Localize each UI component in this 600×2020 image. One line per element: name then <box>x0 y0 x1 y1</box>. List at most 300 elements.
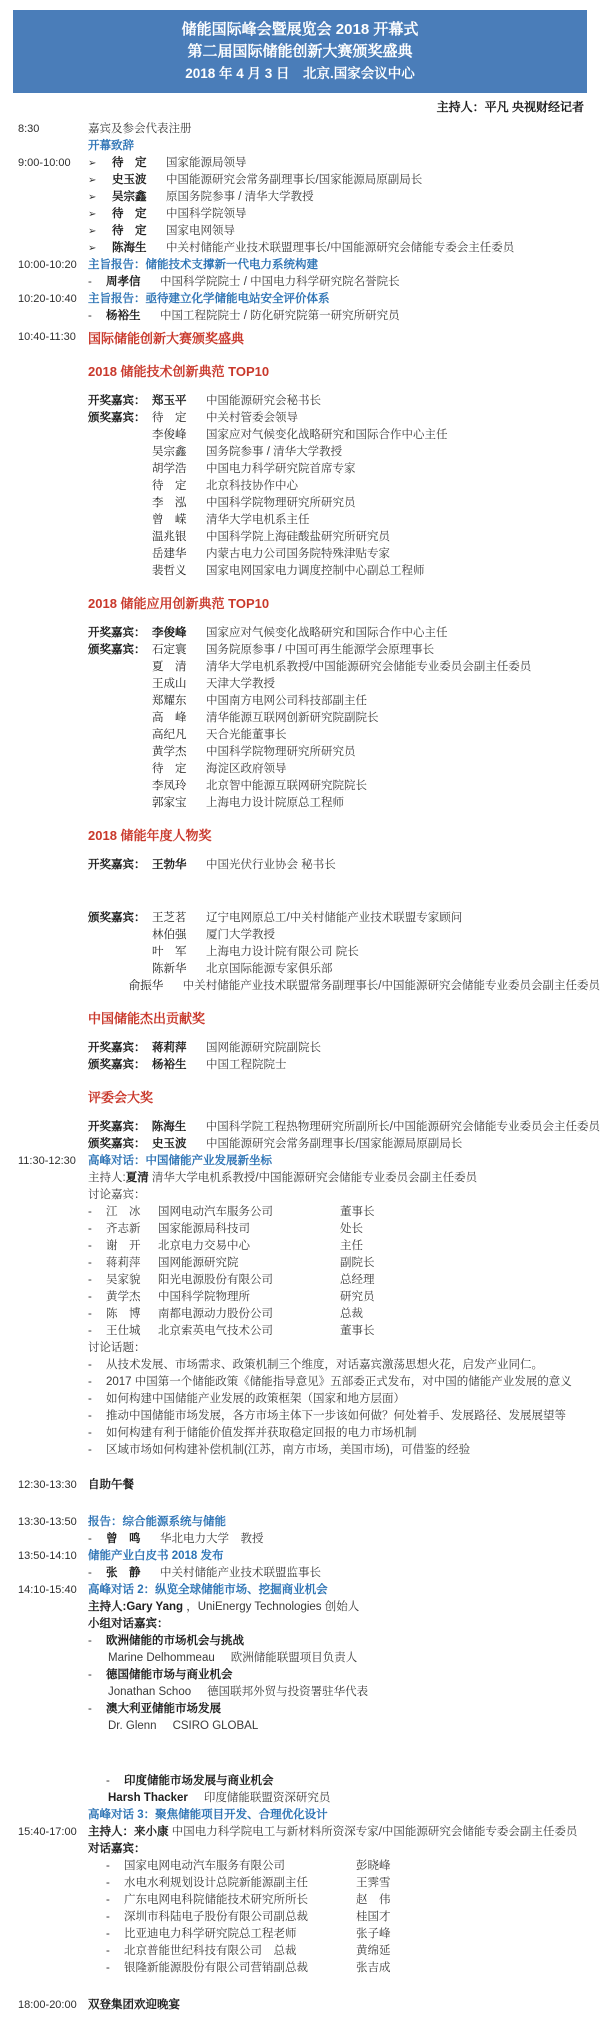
schedule-row <box>0 1773 600 1790</box>
guest-desc: 国家应对气候变化战略研究和国际合作中心主任 <box>206 429 448 441</box>
dash-bullet-icon: - <box>88 1669 92 1681</box>
schedule-row <box>0 778 600 795</box>
row-content <box>88 1153 600 1170</box>
guest-name: 待 定 <box>112 208 147 220</box>
guest-name: 俞振华 <box>128 980 164 992</box>
row-content <box>88 1650 600 1667</box>
schedule-row <box>0 529 600 546</box>
guest-name: 李俊峰 <box>152 627 187 639</box>
row-content <box>88 172 600 189</box>
row-content <box>88 1040 600 1057</box>
schedule-row <box>0 1374 600 1391</box>
panelist-org: 国网电动汽车服务公司 <box>158 1206 273 1218</box>
row-content <box>88 495 600 512</box>
row-content <box>88 642 600 659</box>
row-content <box>88 1926 600 1943</box>
schedule-row <box>0 121 600 138</box>
schedule-row <box>0 1442 600 1459</box>
row-content <box>88 1514 600 1531</box>
row-content <box>88 257 600 274</box>
schedule-row <box>0 1718 600 1735</box>
guest-name: 史玉波 <box>152 1138 187 1150</box>
row-content <box>88 1858 600 1875</box>
schedule-row <box>0 1204 600 1221</box>
panelist-org: 阳光电源股份有限公司 <box>158 1274 273 1286</box>
schedule-row <box>0 594 600 613</box>
panelist-title: 副院长 <box>340 1257 375 1269</box>
schedule-row <box>0 1790 600 1807</box>
session-title: 储能产业白皮书 2018 发布 <box>88 1550 224 1562</box>
speaker-name: 周孝信 <box>106 276 141 288</box>
panelist-org: 银隆新能源股份有限公司营销副总裁 <box>124 1962 308 1974</box>
event-text: 嘉宾及参会代表注册 <box>88 123 192 135</box>
speaker-desc: 印度储能联盟资深研究员 <box>203 1792 331 1804</box>
award-role-label: 颁奖嘉宾： <box>88 912 146 924</box>
schedule-row <box>0 155 600 172</box>
guest-name: 李凤玲 <box>152 780 187 792</box>
session-title: 主旨报告：亟待建立化学储能电站安全评价体系 <box>88 293 330 305</box>
panelist-title: 主任 <box>340 1240 363 1252</box>
schedule-row <box>0 1807 600 1824</box>
award-role-label: 开奖嘉宾： <box>88 1121 146 1133</box>
guest-desc: 中国南方电网公司科技部副主任 <box>206 695 367 707</box>
row-content <box>88 1255 600 1272</box>
dash-bullet-icon: - <box>88 1533 92 1545</box>
schedule-row <box>0 410 600 427</box>
dash-bullet-icon: - <box>88 1703 92 1715</box>
row-content <box>88 1272 600 1289</box>
schedule-row <box>0 795 600 812</box>
time-label: 11:30-12:30 <box>18 1155 76 1167</box>
schedule-row <box>0 206 600 223</box>
guest-name: 高 峰 <box>152 712 187 724</box>
schedule-row <box>0 1477 600 1494</box>
guest-desc: 国网能源研究院副院长 <box>206 1042 321 1054</box>
guest-desc: 清华大学电机系主任 <box>206 514 310 526</box>
schedule-row <box>0 826 600 845</box>
schedule-row <box>0 1221 600 1238</box>
guest-name: 曾 嵘 <box>152 514 187 526</box>
guest-desc: 北京国际能源专家俱乐部 <box>206 963 333 975</box>
panelist-org: 国家电网电动汽车服务有限公司 <box>124 1860 285 1872</box>
dash-bullet-icon: - <box>88 1223 92 1235</box>
schedule-row <box>0 978 600 995</box>
row-content <box>88 1221 600 1238</box>
panelist-name: 蒋莉萍 <box>106 1257 141 1269</box>
guest-desc: 国务院参事 / 清华大学教授 <box>206 446 343 458</box>
arrow-bullet-icon: ➢ <box>88 243 97 254</box>
dash-bullet-icon: - <box>88 1567 92 1579</box>
panelist-name: 王仕城 <box>106 1325 141 1337</box>
panelist-name: 张子峰 <box>356 1928 391 1940</box>
guest-name: 杨裕生 <box>152 1059 187 1071</box>
row-content <box>88 1841 600 1858</box>
row-content <box>88 744 600 761</box>
guest-name: 陈海生 <box>151 1121 187 1133</box>
panelist-title: 董事长 <box>340 1206 375 1218</box>
moderator-desc: 中国电力科学院电工与新材料所资深专家/中国能源研究会储能专委会副主任委员 <box>168 1826 578 1838</box>
moderator-desc: ，UniEnergy Technologies 创始人 <box>183 1601 360 1613</box>
panel-topic-title: 印度储能市场发展与商业机会 <box>124 1775 274 1787</box>
dash-bullet-icon: - <box>88 1257 92 1269</box>
time-label: 13:30-13:50 <box>18 1516 77 1528</box>
row-content <box>88 1374 600 1391</box>
row-content <box>88 1306 600 1323</box>
row-content <box>88 512 600 529</box>
schedule-row <box>0 1153 600 1170</box>
schedule-row <box>0 944 600 961</box>
schedule-row <box>0 223 600 240</box>
schedule-row <box>0 659 600 676</box>
guest-name: 陈海生 <box>112 242 147 254</box>
guest-desc: 中国工程院院士 <box>206 1059 287 1071</box>
schedule-row <box>0 727 600 744</box>
panelist-org: 国网能源研究院 <box>158 1257 239 1269</box>
schedule-row <box>0 1875 600 1892</box>
guest-desc: 中国能源研究会常务副理事长/国家能源局原副局长 <box>206 1138 463 1150</box>
schedule-row <box>0 478 600 495</box>
moderator-desc: 清华大学电机系教授/中国能源研究会储能专业委员会副主任委员 <box>148 1172 478 1184</box>
row-content <box>88 1565 600 1582</box>
arrow-bullet-icon: ➢ <box>88 158 97 169</box>
row-content <box>88 1187 600 1204</box>
guest-desc: 中国科学院物理研究所研究员 <box>206 497 356 509</box>
schedule-row <box>0 563 600 580</box>
row-content <box>88 1892 600 1909</box>
guest-desc: 中关村储能产业技术联盟常务副理事长/中国能源研究会储能专业委员会副主任委员 <box>182 980 600 992</box>
guest-desc: 上海电力设计院有限公司 院长 <box>206 946 359 958</box>
award-role-label: 颁奖嘉宾： <box>88 644 146 656</box>
award-role-label: 颁奖嘉宾： <box>88 1138 146 1150</box>
panelist-org: 比亚迪电力科学研究院总工程老师 <box>124 1928 297 1940</box>
guest-desc: 厦门大学教授 <box>206 929 275 941</box>
schedule-row <box>0 857 600 874</box>
guest-desc: 清华能源互联网创新研究院副院长 <box>206 712 379 724</box>
schedule-row <box>0 512 600 529</box>
schedule-row <box>0 676 600 693</box>
session-title: 高峰对话 3：聚焦储能项目开发、合理优化设计 <box>88 1809 328 1821</box>
schedule-row <box>0 1616 600 1633</box>
guest-name: 王成山 <box>152 678 187 690</box>
row-content <box>88 676 600 693</box>
speaker-desc: 中国工程院院士 / 防化研究院第一研究所研究员 <box>160 310 400 322</box>
dash-bullet-icon: - <box>106 1962 110 1974</box>
session-title: 主旨报告：储能技术支撑新一代电力系统构建 <box>88 259 318 271</box>
list-label: 对话嘉宾： <box>88 1843 146 1855</box>
guest-name: 郭家宝 <box>152 797 187 809</box>
schedule-row <box>0 710 600 727</box>
guest-desc: 中国能源研究会常务副理事长/国家能源局原副局长 <box>166 174 423 186</box>
list-label: 讨论话题： <box>88 1342 146 1354</box>
row-content <box>88 121 600 138</box>
schedule-row <box>0 240 600 257</box>
row-content <box>88 444 600 461</box>
panelist-name: 张吉成 <box>356 1962 391 1974</box>
panelist-name: 王霁雪 <box>356 1877 391 1889</box>
row-content <box>88 461 600 478</box>
speaker-name: Marine Delhommeau <box>108 1652 215 1664</box>
guest-desc: 内蒙古电力公司国务院特殊津贴专家 <box>206 548 390 560</box>
schedule-row <box>0 546 600 563</box>
row-content <box>88 138 600 155</box>
row-content <box>88 1943 600 1960</box>
row-content <box>88 1009 600 1028</box>
guest-name: 王勃华 <box>152 859 187 871</box>
schedule-row <box>0 1170 600 1187</box>
row-content <box>88 546 600 563</box>
guest-desc: 北京智中能源互联网研究院院长 <box>206 780 367 792</box>
row-content <box>88 778 600 795</box>
dash-bullet-icon: - <box>88 1308 92 1320</box>
guest-name: 蒋莉萍 <box>152 1042 187 1054</box>
row-content <box>88 1340 600 1357</box>
row-content <box>88 1119 600 1136</box>
row-content <box>88 727 600 744</box>
speaker-name: Jonathan Schoo <box>108 1686 192 1698</box>
guest-name: 温兆银 <box>152 531 187 543</box>
dash-bullet-icon: - <box>88 1376 92 1388</box>
schedule-row <box>0 1040 600 1057</box>
panelist-name: 江 冰 <box>106 1206 141 1218</box>
guest-name: 夏 清 <box>152 661 187 673</box>
schedule-row <box>0 1684 600 1701</box>
schedule-row <box>0 1323 600 1340</box>
row-content <box>88 1136 600 1153</box>
panelist-org: 中国科学院物理所 <box>158 1291 250 1303</box>
row-content <box>88 1289 600 1306</box>
panel-topic-title: 澳大利亚储能市场发展 <box>106 1703 221 1715</box>
schedule-row <box>0 1272 600 1289</box>
session-title: 报告：综合能源系统与储能 <box>88 1516 226 1528</box>
schedule-row <box>0 1926 600 1943</box>
speaker-desc: CSIRO GLOBAL <box>172 1720 259 1732</box>
guest-desc: 中关村管委会领导 <box>206 412 298 424</box>
panel-topic-title: 德国储能市场与商业机会 <box>106 1669 233 1681</box>
row-content <box>88 594 600 613</box>
guest-desc: 原国务院参事 / 清华大学教授 <box>166 191 314 203</box>
panelist-org: 广东电网电科院储能技术研究所所长 <box>124 1894 308 1906</box>
schedule-row <box>0 761 600 778</box>
session-title: 高峰对话：中国储能产业发展新坐标 <box>88 1155 272 1167</box>
guest-desc: 清华大学电机系教授/中国能源研究会储能专业委员会副主任委员 <box>206 661 532 673</box>
row-content <box>88 393 600 410</box>
row-content <box>88 710 600 727</box>
award-role-label: 开奖嘉宾： <box>88 627 146 639</box>
row-content <box>88 1824 600 1841</box>
panelist-name: 桂国才 <box>356 1911 391 1923</box>
guest-desc: 中国电力科学研究院首席专家 <box>206 463 356 475</box>
row-content <box>88 857 600 874</box>
moderator-label: 主持人: <box>88 1172 126 1184</box>
speaker-desc: 德国联邦外贸与投资署驻华代表 <box>207 1686 369 1698</box>
time-label: 10:20-10:40 <box>18 293 77 305</box>
schedule-row <box>0 625 600 642</box>
row-content <box>88 308 600 325</box>
row-content <box>88 1057 600 1074</box>
panelist-org: 深圳市科陆电子股份有限公司副总裁 <box>124 1911 308 1923</box>
guest-desc: 国家能源局领导 <box>166 157 247 169</box>
panelist-org: 北京普能世纪科技有限公司 总裁 <box>124 1945 297 1957</box>
guest-name: 王芝茗 <box>152 912 187 924</box>
award-section-title: 国际储能创新大赛颁奖盛典 <box>88 331 245 346</box>
award-section-title: 2018 储能年度人物奖 <box>88 828 212 843</box>
schedule-row <box>0 172 600 189</box>
topic-text: 如何构建中国储能产业发展的政策框架（国家和地方层面） <box>106 1393 405 1405</box>
panelist-name: 黄绵延 <box>356 1945 391 1957</box>
topic-text: 区域市场如何构建补偿机制(江苏，南方市场，美国市场)，可借鉴的经验 <box>106 1444 471 1456</box>
schedule-row <box>0 138 600 155</box>
row-content <box>88 1718 600 1735</box>
topic-text: 推动中国储能市场发展，各方市场主体下一步该如何做？何处着手、发展路径、发展展望等 <box>106 1410 566 1422</box>
schedule-row <box>0 1391 600 1408</box>
guest-name: 待 定 <box>112 225 147 237</box>
guest-desc: 海淀区政府领导 <box>206 763 287 775</box>
guest-name: 吴宗鑫 <box>112 191 147 203</box>
arrow-bullet-icon: ➢ <box>88 175 97 186</box>
row-content <box>88 693 600 710</box>
schedule-row <box>0 1650 600 1667</box>
guest-name: 林伯强 <box>152 929 187 941</box>
award-role-label: 开奖嘉宾： <box>88 859 146 871</box>
schedule-row <box>0 642 600 659</box>
row-content <box>88 1684 600 1701</box>
schedule-row <box>0 910 600 927</box>
guest-desc: 国家应对气候变化战略研究和国际合作中心主任 <box>206 627 448 639</box>
guest-name: 待 定 <box>152 763 187 775</box>
schedule-row <box>0 1340 600 1357</box>
speaker-desc: 华北电力大学 教授 <box>160 1533 264 1545</box>
panelist-org: 北京索英电气技术公司 <box>158 1325 273 1337</box>
row-content <box>88 155 600 172</box>
dash-bullet-icon: - <box>88 1274 92 1286</box>
row-content <box>88 625 600 642</box>
guest-name: 裴哲义 <box>152 565 187 577</box>
schedule-row <box>0 1057 600 1074</box>
row-content <box>88 427 600 444</box>
schedule-row <box>0 1599 600 1616</box>
row-content <box>88 944 600 961</box>
speaker-name: Harsh Thacker <box>108 1792 188 1804</box>
schedule-row <box>0 1565 600 1582</box>
schedule-row <box>0 1187 600 1204</box>
dash-bullet-icon: - <box>106 1911 110 1923</box>
guest-desc: 天津大学教授 <box>206 678 275 690</box>
guest-desc: 上海电力设计院原总工程师 <box>206 797 344 809</box>
row-content <box>88 410 600 427</box>
row-content <box>88 240 600 257</box>
speaker-desc: 中国科学院院士 / 中国电力科学研究院名誉院长 <box>160 276 400 288</box>
row-content <box>88 362 600 381</box>
topic-text: 2017 中国第一个储能政策《储能指导意见》五部委正式发布，对中国的储能产业发展的意义 <box>106 1376 572 1388</box>
dash-bullet-icon: - <box>88 1635 92 1647</box>
schedule-row <box>0 1943 600 1960</box>
row-content <box>88 1582 600 1599</box>
speaker-desc: 中关村储能产业技术联盟监事长 <box>160 1567 321 1579</box>
host-note: 主持人：平凡 央视财经记者 <box>436 100 584 114</box>
schedule-row <box>0 257 600 274</box>
row-content <box>88 927 600 944</box>
speaker-name: 曾 鸣 <box>106 1533 141 1545</box>
guest-name: 郑耀东 <box>152 695 187 707</box>
row-content <box>88 1616 600 1633</box>
row-content <box>88 961 600 978</box>
guest-desc: 中国科学院工程热物理研究所副所长/中国能源研究会储能专业委员会主任委员 <box>205 1121 600 1133</box>
schedule-row <box>0 1960 600 1977</box>
schedule-row <box>0 329 600 348</box>
guest-name: 黄学杰 <box>152 746 187 758</box>
schedule-row <box>0 1667 600 1684</box>
moderator-name: 夏清 <box>125 1172 149 1184</box>
row-content <box>88 189 600 206</box>
moderator-label: 主持人： <box>88 1826 134 1838</box>
row-content <box>88 659 600 676</box>
schedule-row <box>0 393 600 410</box>
moderator-label: 主持人: <box>88 1601 127 1613</box>
guest-desc: 中国科学院领导 <box>166 208 247 220</box>
row-content <box>88 329 600 348</box>
row-content <box>88 795 600 812</box>
schedule-row <box>0 1136 600 1153</box>
guest-desc: 中国光伏行业协会 秘书长 <box>206 859 336 871</box>
event-title-line1: 储能国际峰会暨展览会 2018 开幕式 <box>181 21 419 38</box>
dash-bullet-icon: - <box>106 1775 110 1787</box>
header-banner <box>13 10 587 93</box>
schedule-row <box>0 1997 600 2014</box>
row-content <box>88 206 600 223</box>
row-content <box>88 1633 600 1650</box>
list-label: 讨论嘉宾： <box>88 1189 146 1201</box>
row-content <box>88 1357 600 1374</box>
speaker-desc: 欧洲储能联盟项目负责人 <box>230 1652 358 1664</box>
schedule-row <box>0 362 600 381</box>
dash-bullet-icon: - <box>88 276 92 288</box>
schedule-row <box>0 1238 600 1255</box>
guest-desc: 中国科学院物理研究所研究员 <box>206 746 356 758</box>
panelist-name: 黄学杰 <box>106 1291 141 1303</box>
schedule-row <box>0 1548 600 1565</box>
schedule-row <box>0 1841 600 1858</box>
schedule-row <box>0 1582 600 1599</box>
schedule-row <box>0 1909 600 1926</box>
time-label: 14:10-15:40 <box>18 1584 77 1596</box>
speaker-name: 杨裕生 <box>106 310 141 322</box>
row-content <box>88 1997 600 2014</box>
row-content <box>88 1531 600 1548</box>
dash-bullet-icon: - <box>106 1945 110 1957</box>
time-label: 15:40-17:00 <box>18 1826 77 1838</box>
panelist-name: 吴家貌 <box>106 1274 141 1286</box>
schedule-row <box>0 961 600 978</box>
schedule-row <box>0 495 600 512</box>
panelist-name: 陈 博 <box>106 1308 141 1320</box>
schedule-row <box>0 1009 600 1028</box>
guest-name: 待 定 <box>152 412 187 424</box>
schedule-row <box>0 291 600 308</box>
schedule <box>0 117 600 2020</box>
row-content <box>88 291 600 308</box>
dash-bullet-icon: - <box>88 1410 92 1422</box>
panelist-name: 谢 开 <box>106 1240 141 1252</box>
time-label: 18:00-20:00 <box>18 1999 77 2011</box>
row-content <box>88 1408 600 1425</box>
row-content <box>88 478 600 495</box>
moderator-name: Gary Yang <box>126 1601 184 1613</box>
row-content <box>88 1667 600 1684</box>
row-content <box>88 1425 600 1442</box>
award-role-label: 开奖嘉宾： <box>88 395 146 407</box>
guest-name: 石定寰 <box>152 644 187 656</box>
award-section-title: 评委会大奖 <box>88 1090 154 1105</box>
